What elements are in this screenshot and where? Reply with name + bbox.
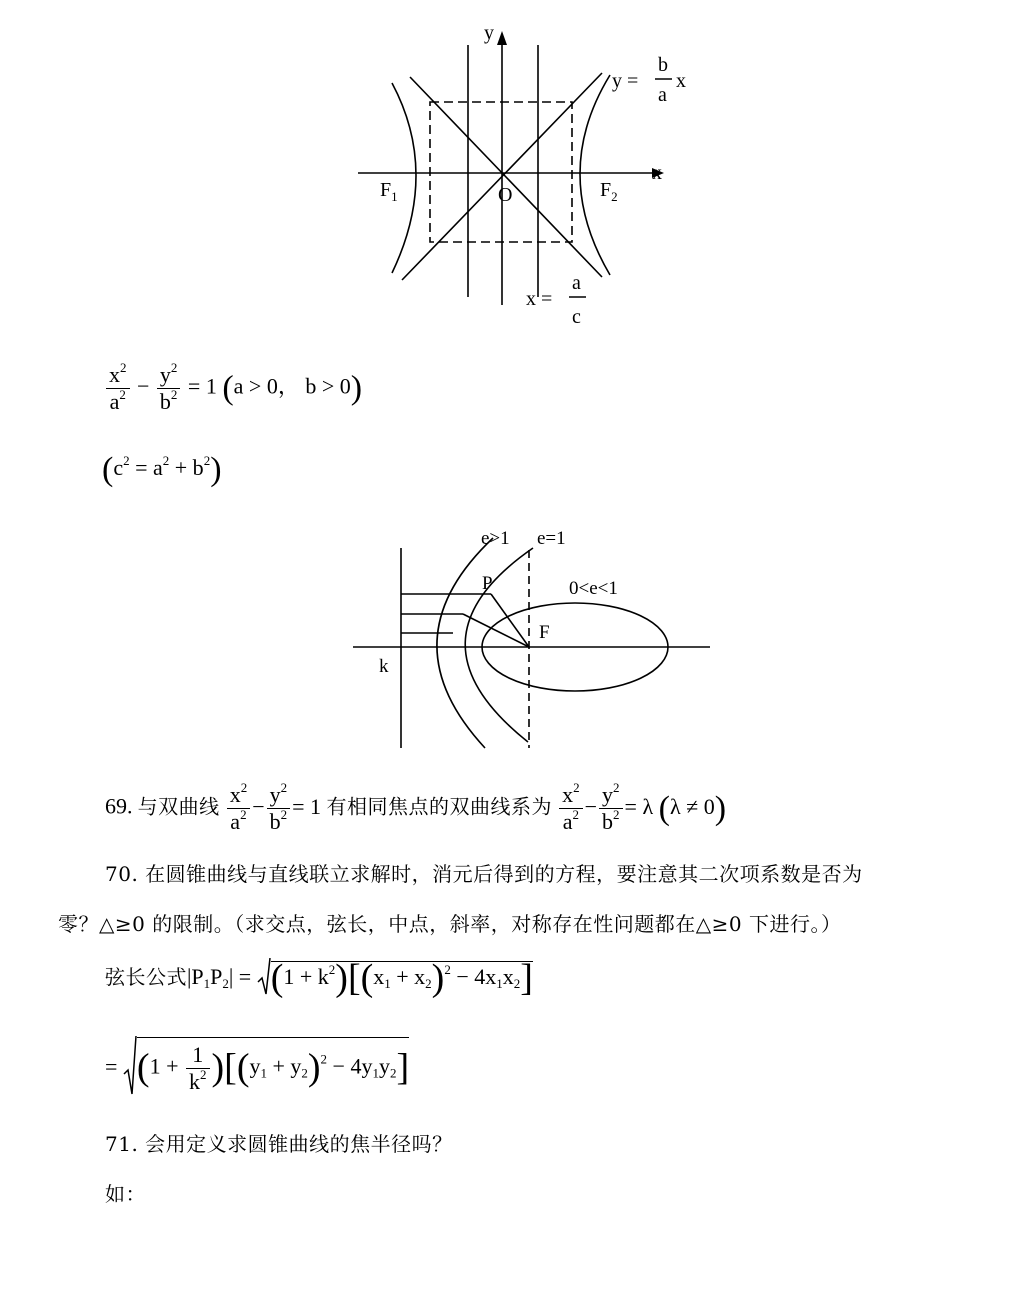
asymptote-den: a [658,84,667,106]
hyperbola-left-branch [392,83,416,273]
label-e-eq-1: e=1 [537,528,566,549]
conic-eccentricity-figure [345,520,715,755]
item-70-line-2: 零？△≥0 的限制。（求交点，弦长，中点，斜率，对称存在性问题都在△≥0 下进行。） [58,912,842,936]
directrix-den: c [572,306,581,328]
directrix-lhs: x = [526,288,553,310]
label-point-f: F [539,622,550,643]
y-axis-label: y [484,22,494,44]
item-70-line-1: 70. 在圆锥曲线与直线联立求解时，消元后得到的方程，要注意其二次项系数是否为 [105,862,863,886]
sqrt-sign-2 [123,1036,137,1096]
chord-length-formula-2: = (1 + $\frac{1}{k^2}$ )$[(y_1 + y_2)^2 - 4y_1y_2]$ [105,1036,409,1096]
x-axis-label: x [652,162,662,184]
label-point-p: P [482,573,493,594]
label-e-lt-1: 0<e<1 [569,578,618,599]
asymptote-num: b [658,54,668,76]
item-71-line-2: 如： [105,1182,146,1206]
segment-2f [463,614,529,647]
y-axis-arrow [497,31,507,45]
label-e-gt-1: e>1 [481,528,510,549]
asymptote-negative [410,77,602,277]
parabola [465,548,533,742]
item-69: 69. 与双曲线 $\frac{x^2}{a^2}$ − $\frac{y^2}{b^2}$ = 1 有相同焦点的双曲线系为 $\frac{x^2}{a^2}$ − $\frac{y^2}{b^2}$ = λ (λ ≠ 0) [105,780,727,834]
hyperbola-right-branch [580,75,610,275]
hyperbola-figure [340,15,710,345]
asymptote-rhs: x [676,70,686,92]
asymptote-lhs: y = [612,70,639,92]
segment-pf [491,594,529,647]
sqrt-sign-1 [257,958,271,998]
label-k: k [379,656,389,677]
focus-left-label: $F_1$ [380,179,398,204]
item-71-line-1: 71. 会用定义求圆锥曲线的焦半径吗？ [105,1132,453,1156]
chord-length-formula-1: 弦长公式$|P_1P_2| = (1 + k^2)[(x_1 + x_2)^2 - 4x_1x_2]$ [105,957,533,999]
origin-label: O [498,184,513,206]
focal-relation: $(c^2 = a^2 + b^2)$ [102,451,222,488]
hyperbola-equation: $\frac{x^2}{a^2}$ − $\frac{y^2}{b^2}$ = 1 (a > 0， b > 0) [104,362,362,415]
directrix-num: a [572,272,581,294]
focus-right-label: $F_2$ [600,179,618,204]
